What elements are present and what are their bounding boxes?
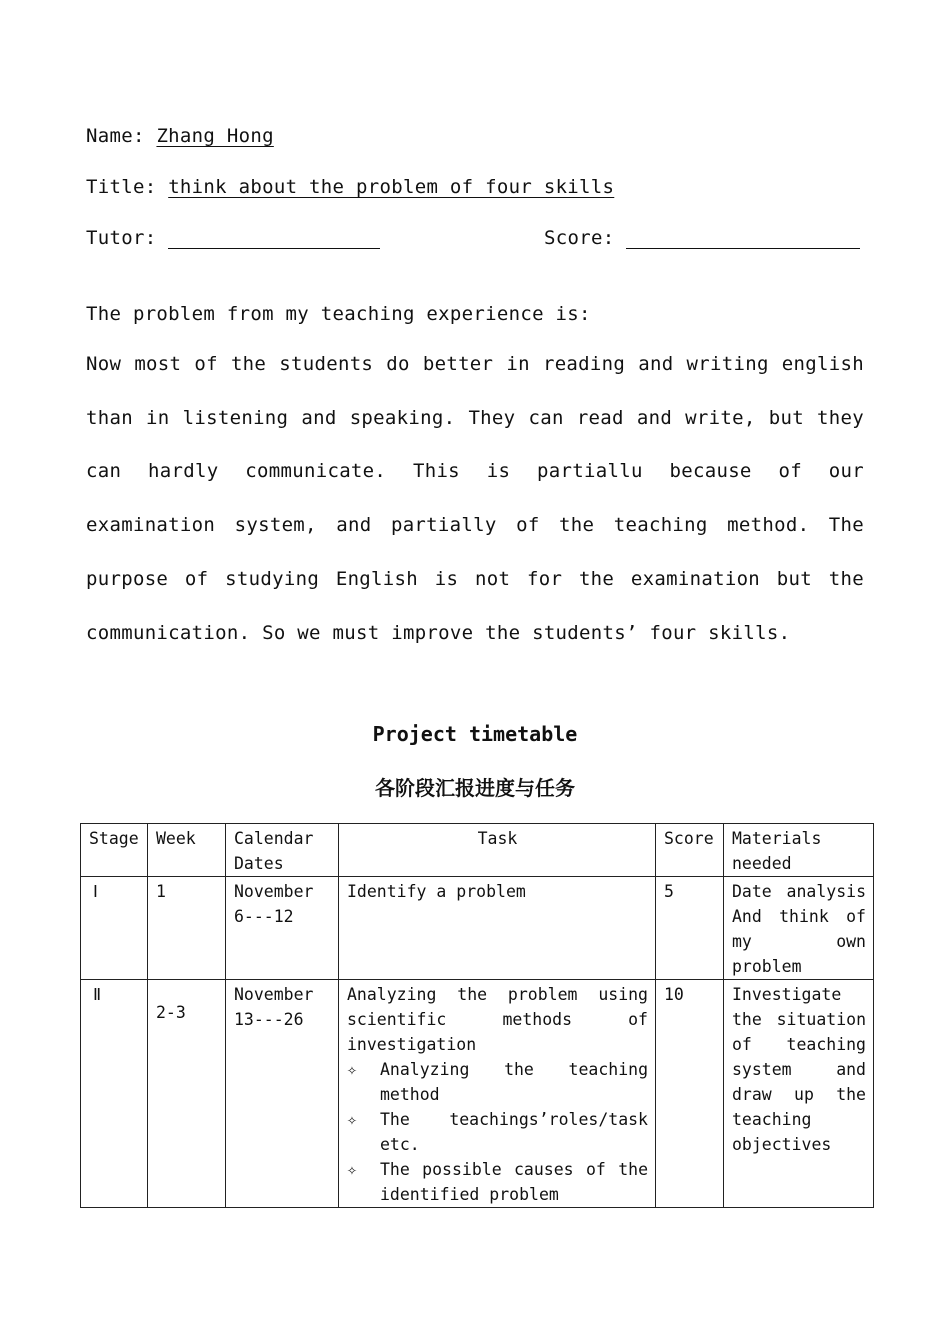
table-row: [81, 877, 874, 980]
title-line: [86, 176, 614, 198]
week-cell: 1: [148, 877, 226, 980]
timetable-table: [80, 823, 874, 1208]
column-header-materials: Materials needed: [724, 824, 874, 877]
title-value: think about the problem of four skills: [168, 176, 615, 198]
score-cell: 5: [656, 877, 724, 980]
task-cell: [339, 980, 656, 1208]
dates-cell: November 13---26: [226, 980, 339, 1208]
column-header-task: Task: [339, 824, 656, 877]
stage-cell: Ⅱ: [81, 980, 148, 1208]
score-blank: [626, 228, 860, 249]
score-line: [544, 227, 860, 249]
bullet-text: The possible causes of the identified problem: [380, 1160, 648, 1204]
diamond-bullet-icon: ✧: [347, 1110, 357, 1129]
column-header-stage: Stage: [81, 824, 148, 877]
list-item: [347, 1157, 648, 1207]
diamond-bullet-icon: ✧: [347, 1060, 357, 1079]
table-header-row: [81, 824, 874, 877]
bullet-text: The teachings’roles/task etc.: [380, 1110, 648, 1154]
list-item: [347, 1107, 648, 1157]
week-cell: 2-3: [148, 980, 226, 1208]
name-label: Name:: [86, 125, 157, 147]
list-item: [347, 1057, 648, 1107]
problem-body: Now most of the students do better in reading and writing english than in listening and speaking. They can read and write, but they can hardly communicate. This is partiallu because of our examination system, and partially of the teaching method. The purpose of studying English is not for the examination but the communication. So we must improve the students’ four skills.: [86, 353, 864, 644]
materials-cell: Investigate the situation of teaching system and draw up the teaching objectives: [724, 980, 874, 1208]
column-header-score: Score: [656, 824, 724, 877]
score-label: Score:: [544, 227, 627, 249]
diamond-bullet-icon: ✧: [347, 1160, 357, 1179]
problem-intro: The problem from my teaching experience is:: [86, 303, 591, 325]
title-label: Title:: [86, 176, 169, 198]
dates-cell: November 6---12: [226, 877, 339, 980]
column-header-week: Week: [148, 824, 226, 877]
bullet-text: Analyzing the teaching method: [380, 1060, 648, 1104]
timetable-subtitle: 各阶段汇报进度与任务: [375, 776, 575, 800]
name-value: Zhang Hong: [156, 125, 274, 147]
task-text: Analyzing the problem using scientific methods of investigation: [347, 985, 648, 1054]
column-header-calendar-dates: Calendar Dates: [226, 824, 339, 877]
timetable-title: Project timetable: [372, 722, 578, 746]
score-cell: 10: [656, 980, 724, 1208]
tutor-blank: [168, 228, 380, 249]
table-row: [81, 980, 874, 1208]
stage-cell: Ⅰ: [81, 877, 148, 980]
materials-cell: Date analysis And think of my own problem: [724, 877, 874, 980]
name-line: [86, 125, 274, 147]
tutor-label: Tutor:: [86, 227, 169, 249]
tutor-line: [86, 227, 380, 249]
task-cell: Identify a problem: [339, 877, 656, 980]
task-bullet-list: [347, 1057, 648, 1207]
